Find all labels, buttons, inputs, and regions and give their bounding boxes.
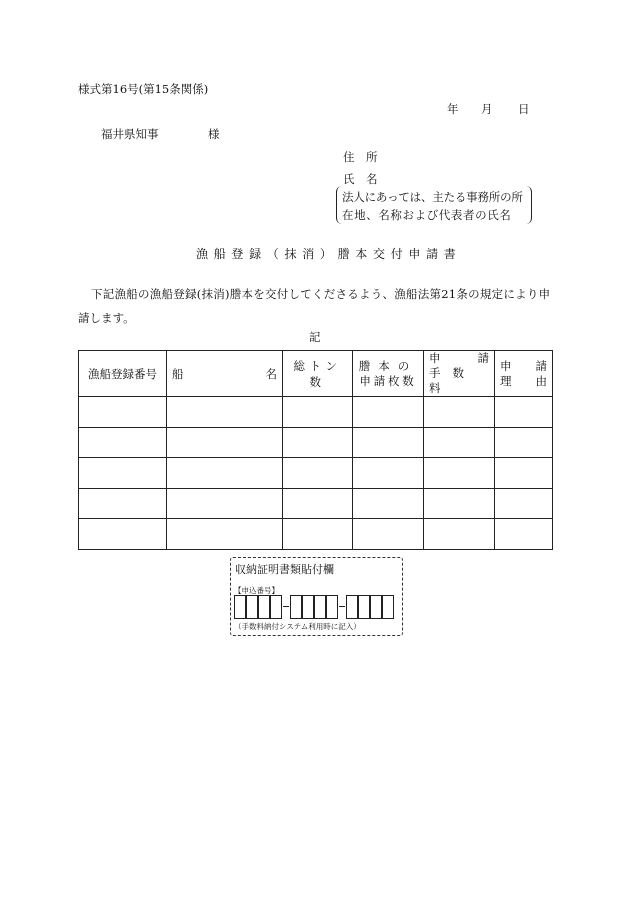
table-cell[interactable] [79,519,167,550]
table-cell[interactable] [283,458,353,489]
table-cell[interactable] [424,427,495,458]
table-cell[interactable] [79,427,167,458]
app-number-digit[interactable] [346,595,358,619]
table-cell[interactable] [495,458,553,489]
table-header-row [79,351,553,397]
table-cell[interactable] [353,519,424,550]
table-cell[interactable] [353,397,424,428]
app-number-digit[interactable] [314,595,326,619]
addressee-honorific: 様 [208,127,220,141]
header-reg-no-text: 漁船登録番号 [88,366,157,381]
receipt-box-title: 収納証明書類貼付欄 [235,563,334,576]
header-reason [495,351,553,397]
table-cell[interactable] [353,488,424,519]
header-copies [353,351,424,397]
document-title: 漁船登録（抹消）謄本交付申請書 [196,247,462,261]
table-row [79,397,553,428]
applicant-note-line2: 在地、名称および代表者の氏名 [342,208,512,222]
table-cell[interactable] [283,397,353,428]
app-number-digit[interactable] [258,595,270,619]
table-cell[interactable] [283,519,353,550]
ki-label: 記 [309,330,321,344]
table-cell[interactable] [167,397,283,428]
header-reason-line2a: 理 [500,373,512,388]
header-copies-line2: 申請枚数 [359,373,417,388]
header-ship-name [167,351,283,397]
header-tonnage-text: 総トン数 [293,358,342,389]
receipt-attachment-box [230,557,403,636]
header-fee-line2: 手数料 [429,366,476,395]
body-text-line2: 請します。 [78,311,135,325]
table-cell[interactable] [79,397,167,428]
header-fee [424,351,495,397]
table-cell[interactable] [495,427,553,458]
app-number-digit[interactable] [326,595,338,619]
applicant-name-label: 氏 名 [343,172,378,186]
table-cell[interactable] [283,488,353,519]
table-cell[interactable] [79,488,167,519]
receipt-box-note: （手数料納付システム利用時に記入） [234,622,361,631]
table-cell[interactable] [167,519,283,550]
table-row [79,488,553,519]
applicant-address-label: 住 所 [343,150,378,164]
application-number-label: 【申込番号】 [234,586,279,595]
table-row [79,519,553,550]
table-cell[interactable] [353,427,424,458]
header-fee-line1a: 申 [429,351,441,365]
table-cell[interactable] [283,427,353,458]
table-cell[interactable] [167,427,283,458]
body-text-line1: 下記漁船の漁船登録(抹消)謄本を交付してくださるよう、漁船法第21条の規定により申 [91,287,551,301]
table-cell[interactable] [424,488,495,519]
date-day-label: 日 [518,102,530,116]
app-number-digit[interactable] [246,595,258,619]
table-cell[interactable] [424,458,495,489]
form-number: 様式第16号(第15条関係) [78,82,209,96]
header-reason-line1b: 請 [535,358,547,373]
app-number-separator [339,606,345,607]
table-row [79,427,553,458]
table-cell[interactable] [495,488,553,519]
header-fee-line1b: 請 [477,351,489,365]
app-number-digit[interactable] [290,595,302,619]
header-reg-no [79,351,167,397]
header-ship-left: 船 [172,366,184,381]
header-reason-line2b: 由 [535,373,547,388]
table-row [79,458,553,489]
header-reason-line1a: 申 [500,358,512,373]
app-number-digit[interactable] [382,595,394,619]
app-number-digit[interactable] [270,595,282,619]
header-tonnage [283,351,353,397]
table-cell[interactable] [167,458,283,489]
app-number-digit[interactable] [358,595,370,619]
registration-table [78,350,553,550]
table-cell[interactable] [424,397,495,428]
table-cell[interactable] [495,519,553,550]
table-cell[interactable] [79,458,167,489]
app-number-separator [283,606,289,607]
table-cell[interactable] [167,488,283,519]
header-copies-line1: 謄本の [358,358,418,373]
app-number-digit[interactable] [234,595,246,619]
table-cell[interactable] [495,397,553,428]
header-ship-right: 名 [265,366,277,381]
addressee-name: 福井県知事 [101,127,159,141]
app-number-digit[interactable] [302,595,314,619]
date-year-label: 年 [447,102,459,116]
app-number-digit[interactable] [370,595,382,619]
date-month-label: 月 [481,102,493,116]
applicant-note-line1: 法人にあっては、主たる事務所の所 [342,190,523,204]
table-cell[interactable] [424,519,495,550]
table-cell[interactable] [353,458,424,489]
